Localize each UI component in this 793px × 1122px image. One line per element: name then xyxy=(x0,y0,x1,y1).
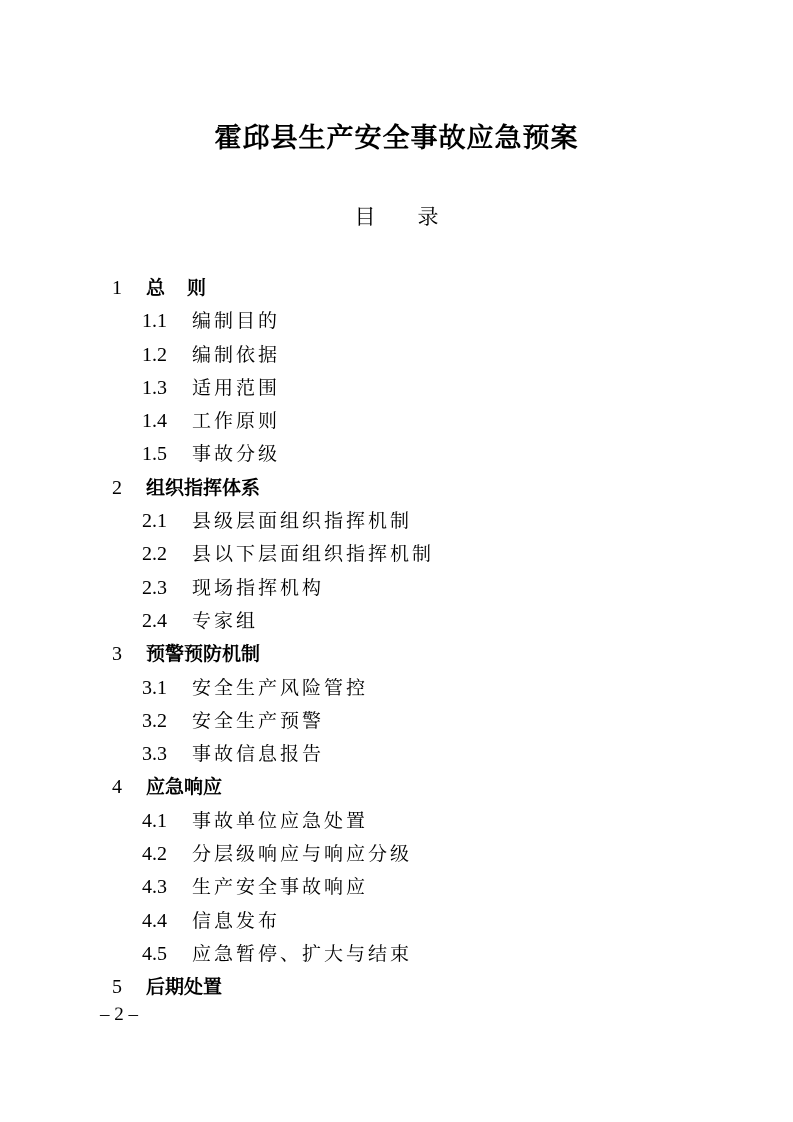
toc-number: 2.2 xyxy=(142,543,167,566)
toc-entry-4-3 xyxy=(0,871,793,904)
toc-heading-char-1: 目 xyxy=(354,205,376,229)
toc-entry-4-1 xyxy=(0,805,793,838)
toc-label: 现场指挥机构 xyxy=(192,576,325,599)
toc-number: 4 xyxy=(112,776,122,799)
toc-label: 总 则 xyxy=(146,277,207,299)
table-of-contents xyxy=(0,272,793,1005)
toc-label: 专家组 xyxy=(192,609,259,632)
toc-number: 4.4 xyxy=(142,909,167,932)
toc-label: 编制依据 xyxy=(192,343,281,366)
toc-label: 生产安全事故响应 xyxy=(192,876,369,899)
toc-label: 后期处置 xyxy=(146,976,223,999)
toc-number: 1.1 xyxy=(142,310,167,333)
toc-label: 分层级响应与响应分级 xyxy=(192,843,413,866)
toc-entry-2-4 xyxy=(0,605,793,638)
toc-number: 4.5 xyxy=(142,942,167,965)
toc-number: 1.3 xyxy=(142,376,167,399)
toc-number: 2.1 xyxy=(142,510,167,533)
document-title: 霍邱县生产安全事故应急预案 xyxy=(214,123,579,154)
toc-label: 县以下层面组织指挥机制 xyxy=(192,543,435,566)
toc-entry-2-2 xyxy=(0,538,793,571)
toc-number: 4.1 xyxy=(142,809,167,832)
toc-label: 应急暂停、扩大与结束 xyxy=(192,942,413,965)
toc-number: 4.2 xyxy=(142,843,167,866)
toc-number: 4.3 xyxy=(142,876,167,899)
toc-label: 适用范围 xyxy=(192,376,281,399)
toc-entry-1-5 xyxy=(0,438,793,471)
toc-section-5 xyxy=(0,971,793,1004)
toc-label: 事故分级 xyxy=(192,443,281,466)
toc-number: 2.3 xyxy=(142,576,167,599)
toc-number: 2.4 xyxy=(142,609,167,632)
toc-number: 1.4 xyxy=(142,410,167,433)
toc-section-3 xyxy=(0,638,793,671)
toc-entry-4-4 xyxy=(0,905,793,938)
toc-number: 1 xyxy=(112,277,122,299)
toc-entry-3-3 xyxy=(0,738,793,771)
toc-entry-2-1 xyxy=(0,505,793,538)
toc-heading xyxy=(0,201,793,231)
toc-label: 工作原则 xyxy=(192,410,281,433)
page-number: – 2 – xyxy=(100,1004,138,1025)
toc-entry-1-1 xyxy=(0,305,793,338)
toc-number: 3 xyxy=(112,643,122,666)
toc-section-2 xyxy=(0,472,793,505)
toc-label: 县级层面组织指挥机制 xyxy=(192,510,413,533)
toc-label: 信息发布 xyxy=(192,909,281,932)
toc-entry-3-1 xyxy=(0,672,793,705)
toc-label: 安全生产预警 xyxy=(192,709,325,732)
toc-label: 事故单位应急处置 xyxy=(192,809,369,832)
toc-entry-2-3 xyxy=(0,572,793,605)
toc-number: 5 xyxy=(112,976,122,999)
toc-entry-1-2 xyxy=(0,339,793,372)
toc-entry-1-3 xyxy=(0,372,793,405)
toc-number: 1.2 xyxy=(142,343,167,366)
toc-label: 应急响应 xyxy=(146,776,223,799)
toc-label: 安全生产风险管控 xyxy=(192,676,369,699)
toc-entry-4-5 xyxy=(0,938,793,971)
toc-label: 事故信息报告 xyxy=(192,743,325,766)
toc-number: 3.2 xyxy=(142,709,167,732)
toc-label: 组织指挥体系 xyxy=(146,476,261,499)
toc-label: 预警预防机制 xyxy=(146,643,261,666)
toc-entry-3-2 xyxy=(0,705,793,738)
toc-number: 2 xyxy=(112,476,122,499)
toc-number: 1.5 xyxy=(142,443,167,466)
toc-entry-1-4 xyxy=(0,405,793,438)
toc-heading-char-2: 录 xyxy=(417,205,439,229)
toc-number: 3.3 xyxy=(142,743,167,766)
toc-section-4 xyxy=(0,771,793,804)
toc-label: 编制目的 xyxy=(192,310,281,333)
toc-entry-4-2 xyxy=(0,838,793,871)
toc-number: 3.1 xyxy=(142,676,167,699)
toc-section-1 xyxy=(0,272,793,305)
